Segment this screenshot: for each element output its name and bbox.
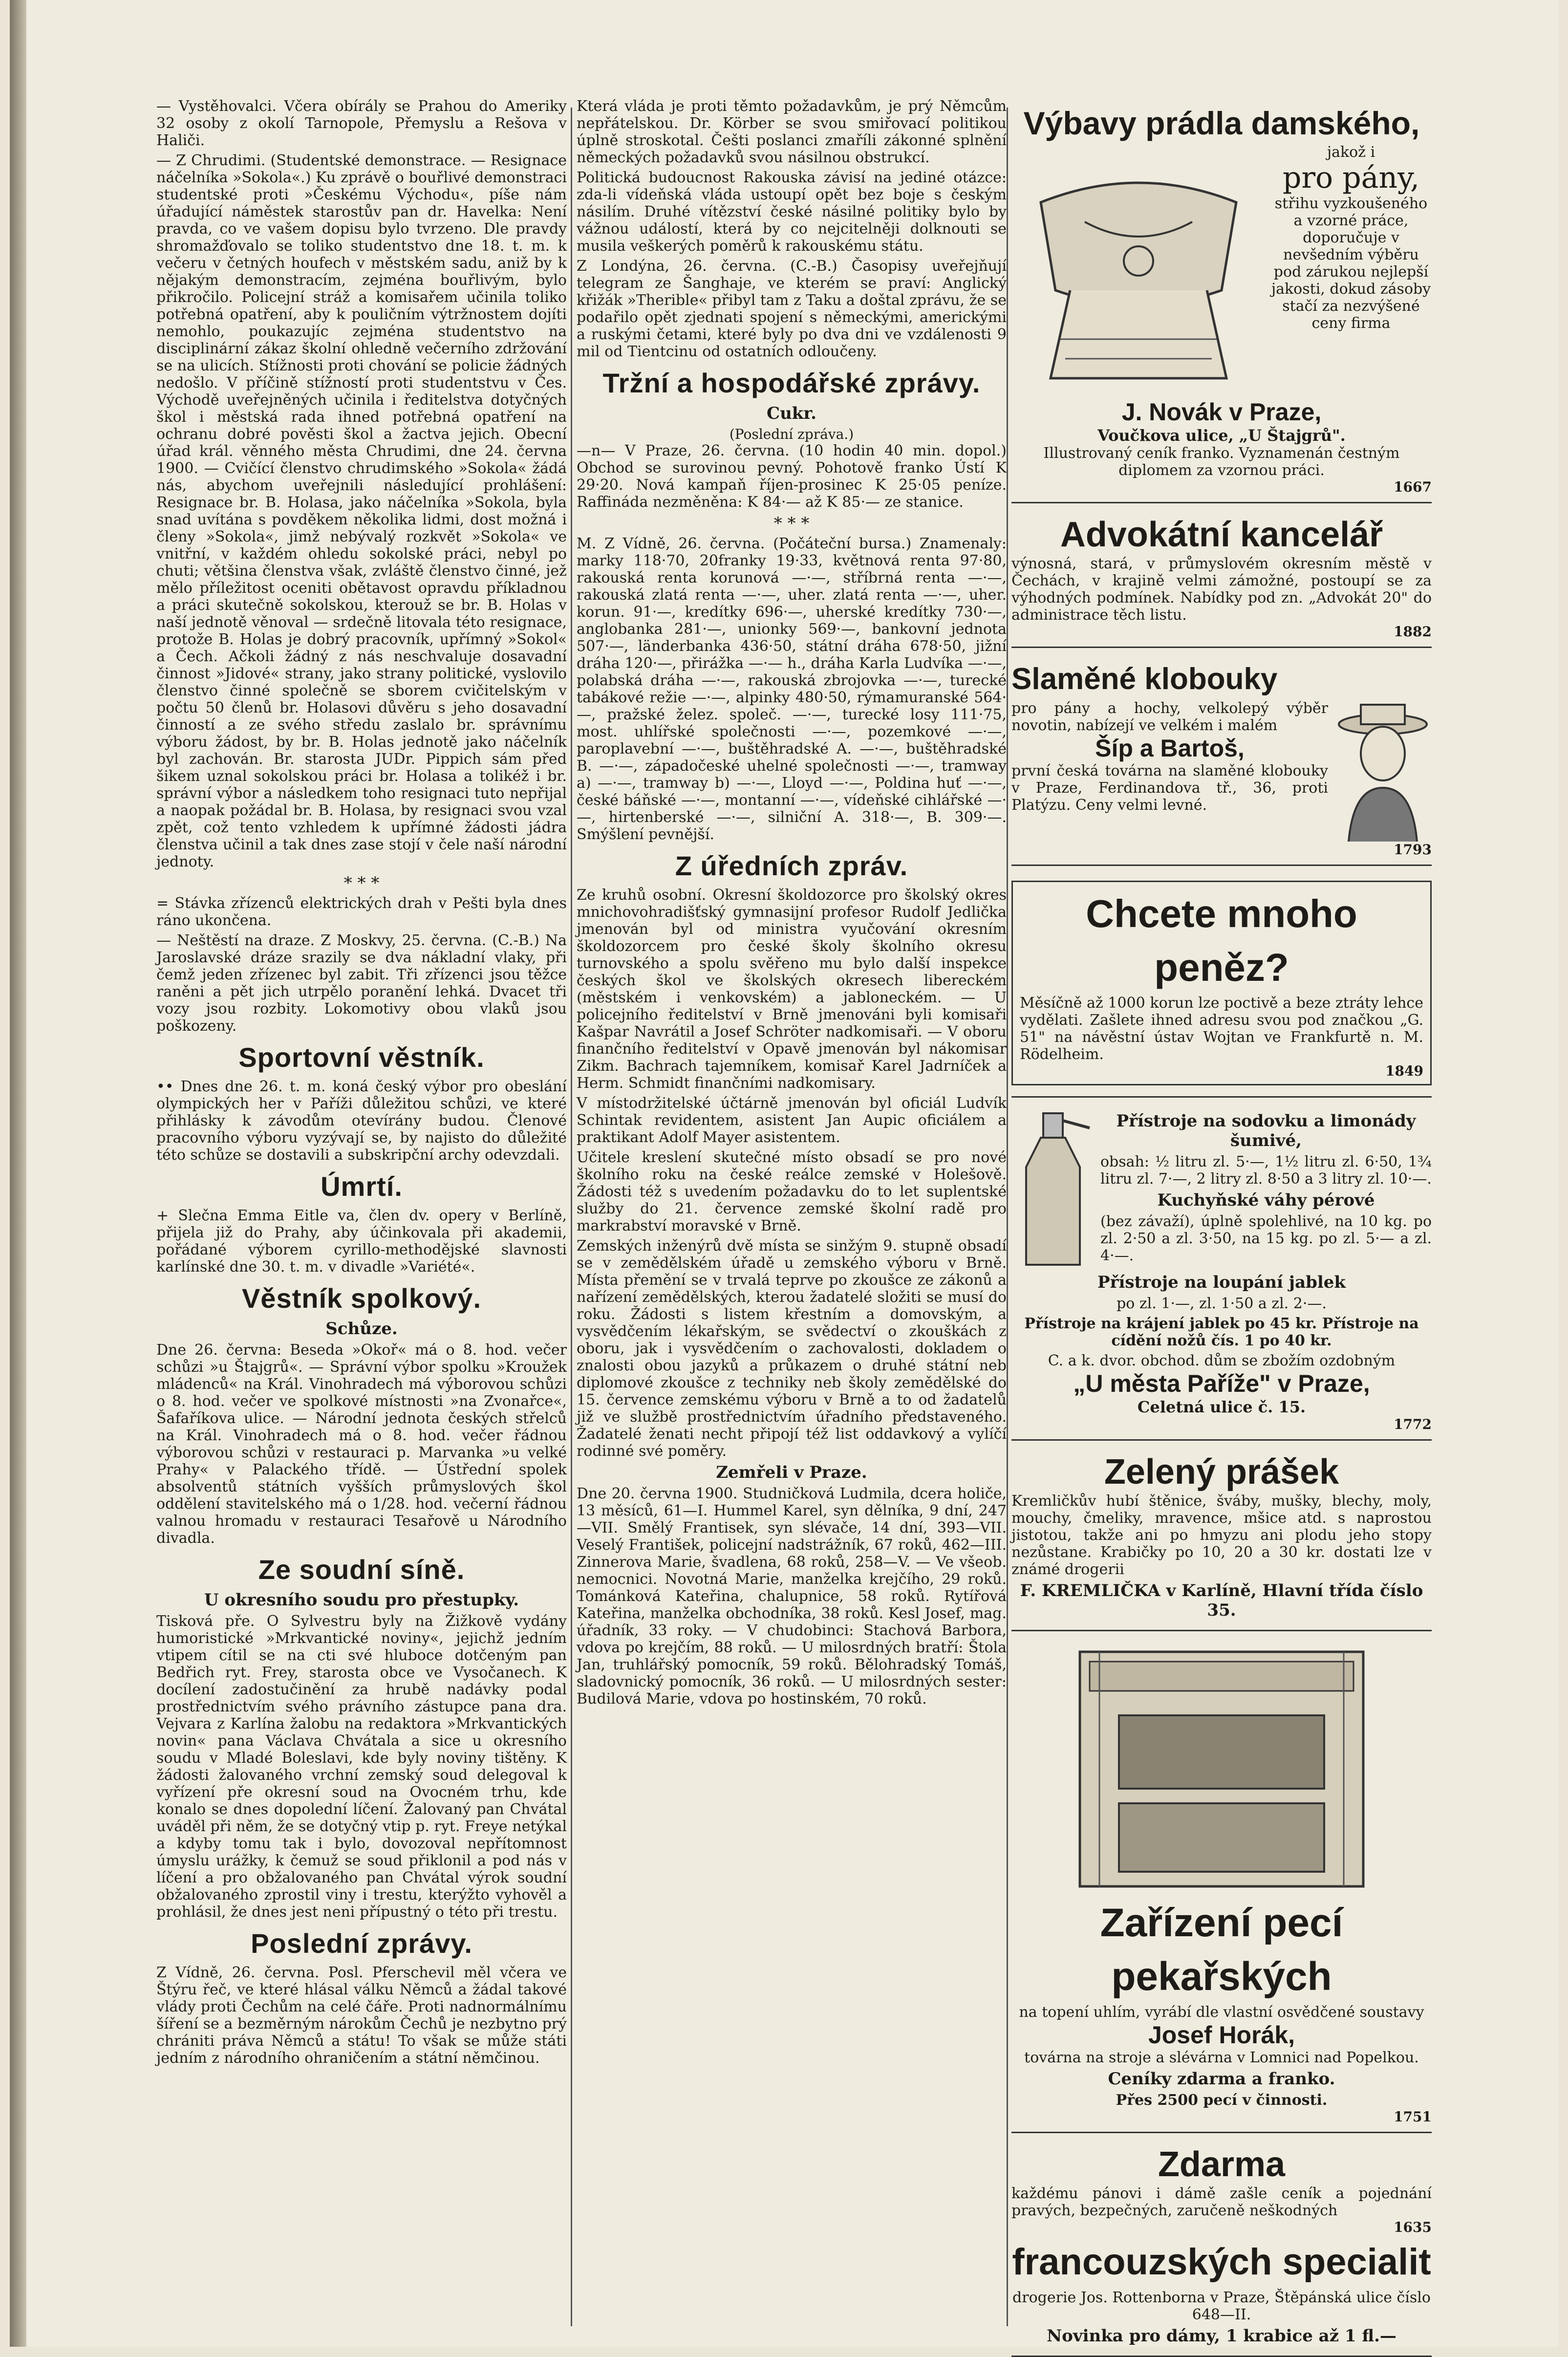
ad-novak-pro-pany: pro pány,	[1282, 161, 1420, 195]
separator-stars-2: * * *	[773, 514, 810, 533]
heading-latest: Poslední zprávy.	[251, 1928, 473, 1959]
ad-novak-body: střihu vyzkoušeného a vzorné práce, doporučuje v nevšedním výběru pod zárukou nejlepší jakosti, dokud zásoby stačí za nezvýšené ceny firma	[1271, 195, 1431, 332]
ad-hats-head: Slaměné klobouky	[1011, 662, 1278, 696]
column-rule	[1007, 108, 1008, 2326]
news-personal: Ze kruhů osobní. Okresní školdozorce pro školský okres mnichovohradišťský gymnasijní profesor Rudolf Jedlička jmenován byl od ministra vyučování okresním školdozorcem pro české školy školního okresu turnovského a spolu svěřeno mu bylo další inspekce českých škol ve školských okresech libereckém (městském i venkovském) a jabloneckém. — U policejního ředitelství v Brně jmenováni byli komisaři Kašpar Navrátil a Josef Schröter nadkomisaři. — V oboru finančního ředitelství v Opavě jmenován byl nákomisar Zikm. Bachrach tajemníkem, komisař Karel Jadrníček a Herm. Schmidt finančními nadkomisary.	[577, 887, 1007, 1092]
ad-novak-text: Illustrovaný ceník franko. Vyznamenán čestným diplomem za vzornou práci.	[1043, 445, 1400, 479]
news-rail-accident: — Neštěstí na draze. Z Moskvy, 25. června. (C.-B.) Na Jaroslavské dráze srazily se dva nákladní vlaky, při čemž jeden zřízenec byl zabit. Tři zřízenci jsou těžce raněni a pět jich utrpělo poranění lehká. Dvacet tři vozy jsou rozbity. Lokomotivy obou vlaků jsou poškozeny.	[156, 932, 567, 1035]
ad-straw-hats	[1011, 654, 1432, 866]
ad-powder-body: Kremličkův hubí štěnice, šváby, mušky, blechy, moly, mouchy, čmeliky, mravence, mšice atd. s naprostou jistotou, takže ani po hmyzu ani plodu jeho stopy nezůstane. Krabičky po 10, 20 a 30 kr. dostati lze v známé drogerii	[1011, 1492, 1432, 1578]
heading-obituary: Úmrtí.	[321, 1171, 403, 1202]
ad-specialties-novelty: Novinka pro dámy, 1 krabice až 1 fl.—	[1047, 2326, 1396, 2346]
news-press-trial: Tisková pře. O Sylvestru byly na Žižkově vydány humoristické »Mrkvantické noviny«, jejichž jedním vtipem cítil se na cti své hluboce dotčeným pan Bedřich ryt. Frey, starosta obce ve Vysočanech. K docílení zadostučinění za hrubě nadávky podal prostřednictvím svého právního zástupce pana dra. Vejvara z Karlína žalobu na redaktora »Mrkvantických novin« pana Václava Chvátala a sice u okresního soudu v Mladé Boleslavi, kde byly noviny tištěny. K žádosti žalovaného vrchní zemský soud delegoval k vyřízení pře okresní soud na Ovocném trhu, kde konalo se dnes dopolední líčení. Žalovaný pan Chvátal uváděl při něm, že se dotyčný vtip p. ryt. Freye netýkal a kdyby tomu tak i bylo, dovozoval nepřítomnost úmyslu urážky, k čemuž se soud přiklonil a pod nás v líčení a pro obžalovaného pan Chvátal výrok soudní obžalovaného zprostil viny i trestu, kterýžto vyhověl a prohlásil, že dnes jest neni přípustný o této při trestu.	[156, 1613, 567, 1921]
ad-money-body: Měsíčně až 1000 korun lze poctivě a beze ztráty lehce vydělati. Zašlete ihned adresu svou pod značkou „G. 51" na návěstní ústav Wojtan ve Frankfurtě n. M. Rödelheim.	[1020, 995, 1423, 1063]
ad-money-number: 1849	[1385, 1063, 1423, 1079]
news-emigrants: — Vystěhovalci. Včera obírály se Prahou do Ameriky 32 osoby z okolí Tarnopole, Přemyslu a Rešova v Haliči.	[156, 98, 567, 149]
news-deaths: Dne 20. června 1900. Studničková Ludmila, dcera holiče, 13 měsíců, 61—I. Hummel Karel, syn dělníka, 9 dní, 247—VII. Smělý Frantisek, syn slévače, 14 dní, 393—VII. Veselý František, policejní nadstrážník, 67 roků, 462—III. Zinnerova Marie, švadlena, 68 roků, 258—V. — Ve všeob. nemocnici. Novotná Marie, manželka krejčího, 29 roků. Tománková Kateřina, chalupnice, 58 roků. Rytířová Kateřina, manželka obchodníka, 38 roků. Kesl Josef, mag. úřadník, 33 roky. — V chudobinci: Stachová Barbora, vdova po krejčím, 88 roků. — U milosrdných bratří: Štola Jan, truhlářský pomocník, 59 roků. Bělohradský Tomáš, sladovnický pomocník, 36 roků. — U milosrdných sester: Budilová Marie, vdova po hostinském, 70 roků.	[577, 1485, 1007, 1708]
ad-ovens-number: 1751	[1394, 2109, 1432, 2125]
ad-hats-firm: Šíp a Bartoš,	[1095, 735, 1245, 762]
subheading-deaths: Zemřeli v Praze.	[716, 1463, 867, 1482]
ad-shop-firm: „U města Paříže" v Praze,	[1073, 1370, 1370, 1397]
ad-hats-number: 1793	[1394, 842, 1432, 858]
newspaper-page	[10, 0, 1559, 2347]
news-austria-politics: Politická budoucnost Rakouska závisí na jediné otázce: zda-li vídeňská vláda ustoupí opět bez boje s českým násilím. Druhé vítězství české násilné politiky bylo by vážnou událostí, která by co nejcitelněji dolknouti se musila veškerých poměrů k rakouskému státu.	[577, 169, 1007, 255]
ad-novak-firm: J. Novák v Praze,	[1121, 398, 1322, 426]
page-binding-edge	[10, 0, 26, 2347]
ad-green-powder	[1011, 1447, 1432, 1631]
subheading-court: U okresního soudu pro přestupky.	[204, 1590, 519, 1610]
column-middle	[577, 98, 1007, 2326]
column-left	[156, 98, 567, 2326]
ad-free-head: Zdarma	[1158, 2145, 1286, 2184]
ad-novak-head: Výbavy prádla damského,	[1023, 105, 1420, 141]
ad-scales-prices: (bez závaží), úplně spolehlivé, na 10 kg. po zl. 2·50 a zl. 3·50, na 15 kg. po zl. 5·— a zl. 4·—.	[1100, 1213, 1432, 1264]
news-accounting: V místodržitelské účtárně jmenován byl oficiál Ludvík Schintak revidentem, asistent Jan Aupic oficiálem a praktikant Adolf Mayer asistentem.	[577, 1095, 1007, 1146]
ad-scales-head: Kuchyňské váhy pérové	[1157, 1190, 1375, 1210]
news-olympic: •• Dnes dne 26. t. m. koná český výbor pro obeslání olympických her v Paříži důležitou schůzi, ve které přihlásky k závodům otevírány budou. Členové pracovního výboru vyzývají se, by najisto do důležité této schůze se dostavili a subskripční archy odevzdali.	[156, 1078, 567, 1164]
ad-peeler-head: Přístroje na loupání jablek	[1097, 1273, 1346, 1292]
subheading-meetings: Schůze.	[325, 1319, 398, 1339]
lingerie-illustration	[1011, 144, 1266, 398]
ad-powder-head: Zelený prášek	[1104, 1452, 1339, 1492]
news-meetings: Dne 26. června: Beseda »Okoř« má o 8. hod. večer schůzi »u Štajgrů«. — Správní výbor spolku »Kroužek mládenců« na Král. Vinohradech má výborovou schůzi o 8. hod. večer ve spolkové místnosti »na Zvonařce«, Šafaříkova ulice. — Národní jednota českých střelců na Král. Vinohradech má o 8. hod. večer řádnou výborovou schůzi v restauraci p. Marvanka »u velké Prahy« v Palackého třídě. — Ústřední spolek absolventů státních vyšších průmyslových škol oddělení stavitelského má o 1/28. hod. večerní řádnou valnou hromadu v restauraci Tesařově u Národního divadla.	[156, 1341, 567, 1547]
news-engineers: Zemských inženýrů dvě místa se sinžým 9. stupně obsadí se v zemědělském úřadě u zemského výboru v Brně. Místa přemění se v trvalá teprve po zkoušce ze zákonů a nařízení zemědělských, kterou žadatelé složiti se musí do roku. Žádosti s listem křestním a domovským, a vysvědčením lékařským, se svědectví o zkouškách z oboru, jak i vysvědčením o zachovalosti, dokladem o znalosti obou jazyků a průkazem o druhé státní neb diplomové zkoušce z techniky neb školy zemědělské do 15. července zemskému výboru v Brně a to od žadatelů již ve službě prostřednictvím úřadního představeného. Žadatelé ženati necht připojí též list oddavkový a vylíčí rodinné své poměry.	[577, 1237, 1007, 1460]
news-vienna-bourse: M. Z Vídně, 26. června. (Počáteční bursa.) Znamenaly: marky 118·70, 20franky 19·33, květnová renta 97·80, rakouská renta korunová —·—, stříbrná renta —·—, rakouská zlatá renta —·—, uher. zlatá renta —·—, uher. korun. 91·—, kredítky 696·—, uherské kredítky 730·—, anglobanka 281·—, unionky 569·—, bankovní jednota 507·—, länderbanka 436·50, státní dráha 678·50, jižní dráha 120·—, přirážka —·— h., dráha Karla Ludvíka —·—, polabská dráha —·—, rakouská zbrojovka —·—, turecké tabákové režie —·—, alpinky 480·50, rýmamuranské 564·—, pražské želez. společ. —·—, turecké losy 111·75, most. uhlířské společnosti —·—, pozemkové —·—, paroplavební —·—, buštěhradské A. —·—, buštěhradské B. —·—, západočeské uhelné společnosti —·—, tramway a) —·—, tramway b) —·—, Lloyd —·—, Poldina huť —·—, české báňské —·—, montanní —·—, vídeňské cihlářské —·—, hirtenberské —·—, silniční A. 318·—, B. 309·—. Smýšlení pevnější.	[577, 535, 1007, 843]
heading-court: Ze soudní síně.	[258, 1554, 465, 1585]
column-rule	[571, 108, 572, 2326]
ad-hats-body: pro pány a hochy, velkolepý výběr novotin, nabízejí ve velkém i malém	[1011, 700, 1328, 734]
news-london: Z Londýna, 26. června. (C.-B.) Časopisy uveřejňují telegram ze Šanghaje, ve kterém se praví: Anglický křižák »Therible« přibyl tam z Taku a doštal zprávu, že se podařilo opět zjednati spojení s německými, americkými a ruskými četami, které byly po dva dni ve vzdálenosti 9 mil od Tientcinu od ostatních odloučeny.	[577, 258, 1007, 360]
ad-money-head: Chcete mnoho peněz?	[1086, 892, 1357, 989]
ad-novak-number: 1667	[1394, 479, 1432, 495]
ad-peeler-prices: po zl. 1·—, zl. 1·50 a zl. 2·—.	[1117, 1295, 1327, 1312]
ad-bakery-ovens	[1011, 1637, 1432, 2133]
column-ads	[1011, 98, 1432, 2346]
siphon-bottle-illustration	[1011, 1108, 1095, 1270]
ad-specialties	[1011, 2139, 1432, 2357]
ad-cutter-head: Přístroje na krájení jablek po 45 kr. Přístroje na cídění nožů čís. 1 po 40 kr.	[1024, 1315, 1419, 1349]
ad-soda-head: Přístroje na sodovku a limonády šumivé,	[1116, 1111, 1416, 1150]
ad-ovens-count: Přes 2500 pecí v činnosti.	[1116, 2092, 1328, 2109]
ad-ovens-body2: továrna na stroje a slévárna v Lomnici nad Popelkou.	[1024, 2049, 1419, 2066]
ad-powder-firm: F. KREMLIČKA v Karlíně, Hlavní třída číslo 35.	[1020, 1581, 1423, 1620]
ad-novak-street: Voučkova ulice, „U Štajgrů".	[1097, 426, 1346, 445]
ad-soda	[1011, 1103, 1432, 1441]
ad-shop-street: Celetná ulice č. 15.	[1137, 1398, 1306, 1416]
man-with-hat-illustration	[1334, 700, 1432, 842]
news-chrudim: — Z Chrudimi. (Studentské demonstrace. — Resignace náčelníka »Sokola«.) Ku zprávě o bouřlivé demonstraci studentské proti »Českému Východu«, píše nám úřadující náměstek starostův pan dr. Havelka: Není pravda, co ve vašem dopisu bylo tvrzeno. Dle pravdy shromažďovalo se toliko studentstvo dne 18. t. m. k večeru v četných houfech v městském sadu, aniž by k nějakým demonstracím, zejména bouřlivým, bylo přikročilo. Policejní stráž a komisařem učinila toliko potřebná opatření, aby k pouličním výtržnostem dojíti nemohlo, poukazujíc zejména studentstvo na disciplinární zákaz školní ohledně večerního zdržování se na ulicích. Stížnosti proti chování se policie žádných nedošlo. V příčině stížností proti studentstvu v Čes. Východě uveřejněných učinila i ředitelstva dotyčných škol i městská rada ihned potřebná opatření na ochranu dobré pověsti škol a žactva jejich. Obecní úřad král. věnného města Chrudimi, dne 24. června 1900. — Cvičící členstvo chrudimského »Sokola« žádá nás, abychom uveřejnili následující prohlášení: Resignace br. B. Holasa, jako náčelníka »Sokola, byla snad uvítána s povděkem několika lidmi, dost možná i členy »Sokola«, jimž nebývalý rozkvět »Sokola« ve vnitřní, v každém ohledu sokolské práci, nebyl po chuti; většina členstva však, zvláště členstvo činné, jež mělo příležitost oceniti obětavost opravdu příkladnou a práci skutečně sokolskou, kterouž se br. B. Holas v naší jednotě věnoval — srdečně litovala této resignace, protože B. Holas je dobrý pracovník, upřímný »Sokol« a Čech. Ačkoli žádný z nás neschvaluje dosavadní činnost »Jidové« strany, jako strany politické, vyslovilo členstvo činné společně se sborem cvičitelským v počtu 50 členů br. Holasovi důvěru s jeho dosavadní činností a ze svého středu zaslalo br. správnímu výboru žádost, by br. B. Holas jednotě jako náčelník byl zachován. Br. starosta JUDr. Pippich sám před šikem uznal sokolskou práci br. Holasa a tolikéž i br. správní výbor a následkem toho resignaci tuto nepřijal a naopak požádal br. B. Holasa, by resignaci svou vzal zpět, což tento vzhledem k upřímné žádosti jádra členstva učinil a tak dnes zase stojí v čele naší národní jednoty.	[156, 152, 567, 870]
news-vienna-cont: Která vláda je proti těmto požadavkům, je prý Němcům nepřátelskou. Dr. Körber se svou smiřovací politikou úplně stroskotal. Češti poslanci zmaříli zákonné splnění německých požadavků svou násilnou obstrukcí.	[577, 98, 1007, 166]
ad-lawyer-body: výnosná, stará, v průmyslovém okresním městě v Čechách, v krajině velmi zámožné, postoupí se za výhodných podmínek. Nabídky pod zn. „Advokát 20" do administrace těch listu.	[1011, 555, 1432, 624]
news-sugar: —n— V Praze, 26. června. (10 hodin 40 min. dopol.) Obchod se surovinou pevný. Pohotově franko Ústí K 29·20. Nová kampaň říjen-prosinec K 25·05 peníze. Raffináda nezměněna: K 84·— až K 85·— ze stanice.	[577, 442, 1007, 511]
ad-lawyer-number: 1882	[1394, 624, 1432, 640]
subheading-sugar-note: (Poslední zpráva.)	[729, 426, 854, 442]
ad-lawyer	[1011, 509, 1432, 648]
ad-ovens-firm: Josef Horák,	[1148, 2021, 1295, 2049]
ad-free-number: 1635	[1394, 2219, 1432, 2235]
ad-novak-jakoz: jakož i	[1327, 144, 1375, 161]
ad-money	[1011, 872, 1432, 1098]
ad-shop-text: C. a k. dvor. obchod. dům se zbožím ozdobným	[1048, 1352, 1396, 1369]
heading-sport: Sportovní věstník.	[238, 1042, 485, 1073]
heading-market: Tržní a hospodářské zprávy.	[602, 368, 981, 398]
ad-ovens-catalog: Ceníky zdarma a franko.	[1108, 2069, 1335, 2089]
separator-stars: * * *	[344, 873, 380, 893]
heading-clubs: Věstník spolkový.	[241, 1283, 482, 1314]
ad-specialties-head: francouzských specialit	[1012, 2241, 1431, 2283]
news-drawing-teacher: Učitele kreslení skutečné místo obsadí se pro nové školního roku na české reálce zemské v Holešově. Žádosti též s uvedením požadavku do to let suplentské služby do 21. července zemské školní radě pro markrabství moravské v Brně.	[577, 1149, 1007, 1234]
heading-official: Z úředních zpráv.	[675, 850, 908, 881]
ad-ovens-head: Zařízení pecí pekařských	[1100, 1901, 1343, 1999]
ad-shop-number: 1772	[1394, 1416, 1432, 1432]
news-strike: = Stávka zřízenců elektrických drah v Pešti byla dnes ráno ukončena.	[156, 895, 567, 929]
news-vienna: Z Vídně, 26. června. Posl. Pferschevil měl včera ve Štýru řeč, ve které hlásal válku Němců a žádal takové vlády proti Čechům na celé čáře. Proti nadnormálnímu šíření se a bezměrným nárokům Čechů je nezbytno prý chrániti práva Němců a státu! To však se může státi jedním z národního ohraničením a státní němčinou.	[156, 1964, 567, 2067]
oven-illustration	[1011, 1642, 1432, 1896]
ad-specialties-shop: drogerie Jos. Rottenborna v Praze, Štěpánská ulice číslo 648—II.	[1012, 2289, 1431, 2323]
ad-free-body: každému pánovi i dámě zašle ceník a pojednání pravých, bezpečných, zaručeně neškodných	[1011, 2185, 1432, 2219]
subheading-sugar: Cukr.	[767, 404, 816, 423]
ad-lawyer-head: Advokátní kancelář	[1060, 515, 1383, 554]
ad-ovens-body: na topení uhlím, vyrábí dle vlastní osvědčené soustavy	[1019, 2004, 1424, 2021]
news-eitle: + Slečna Emma Eitle va, člen dv. opery v Berlíně, přijela již do Prahy, aby účinkovala při akademii, pořádané výborem cyrillo-methodějské slavnosti karlínské dne 30. t. m. v divadle »Variété«.	[156, 1207, 567, 1276]
ad-hats-body2: první česká továrna na slaměné klobouky v Praze, Ferdinandova tř., 36, proti Platýzu. Ceny velmi levné.	[1011, 762, 1328, 814]
ad-soda-prices: obsah: ½ litru zl. 5·—, 1½ litru zl. 6·50, 1¾ litru zl. 7·—, 2 litry zl. 8·50 a 3 litry zl. 10·—.	[1100, 1153, 1432, 1188]
ad-novak	[1011, 98, 1432, 503]
